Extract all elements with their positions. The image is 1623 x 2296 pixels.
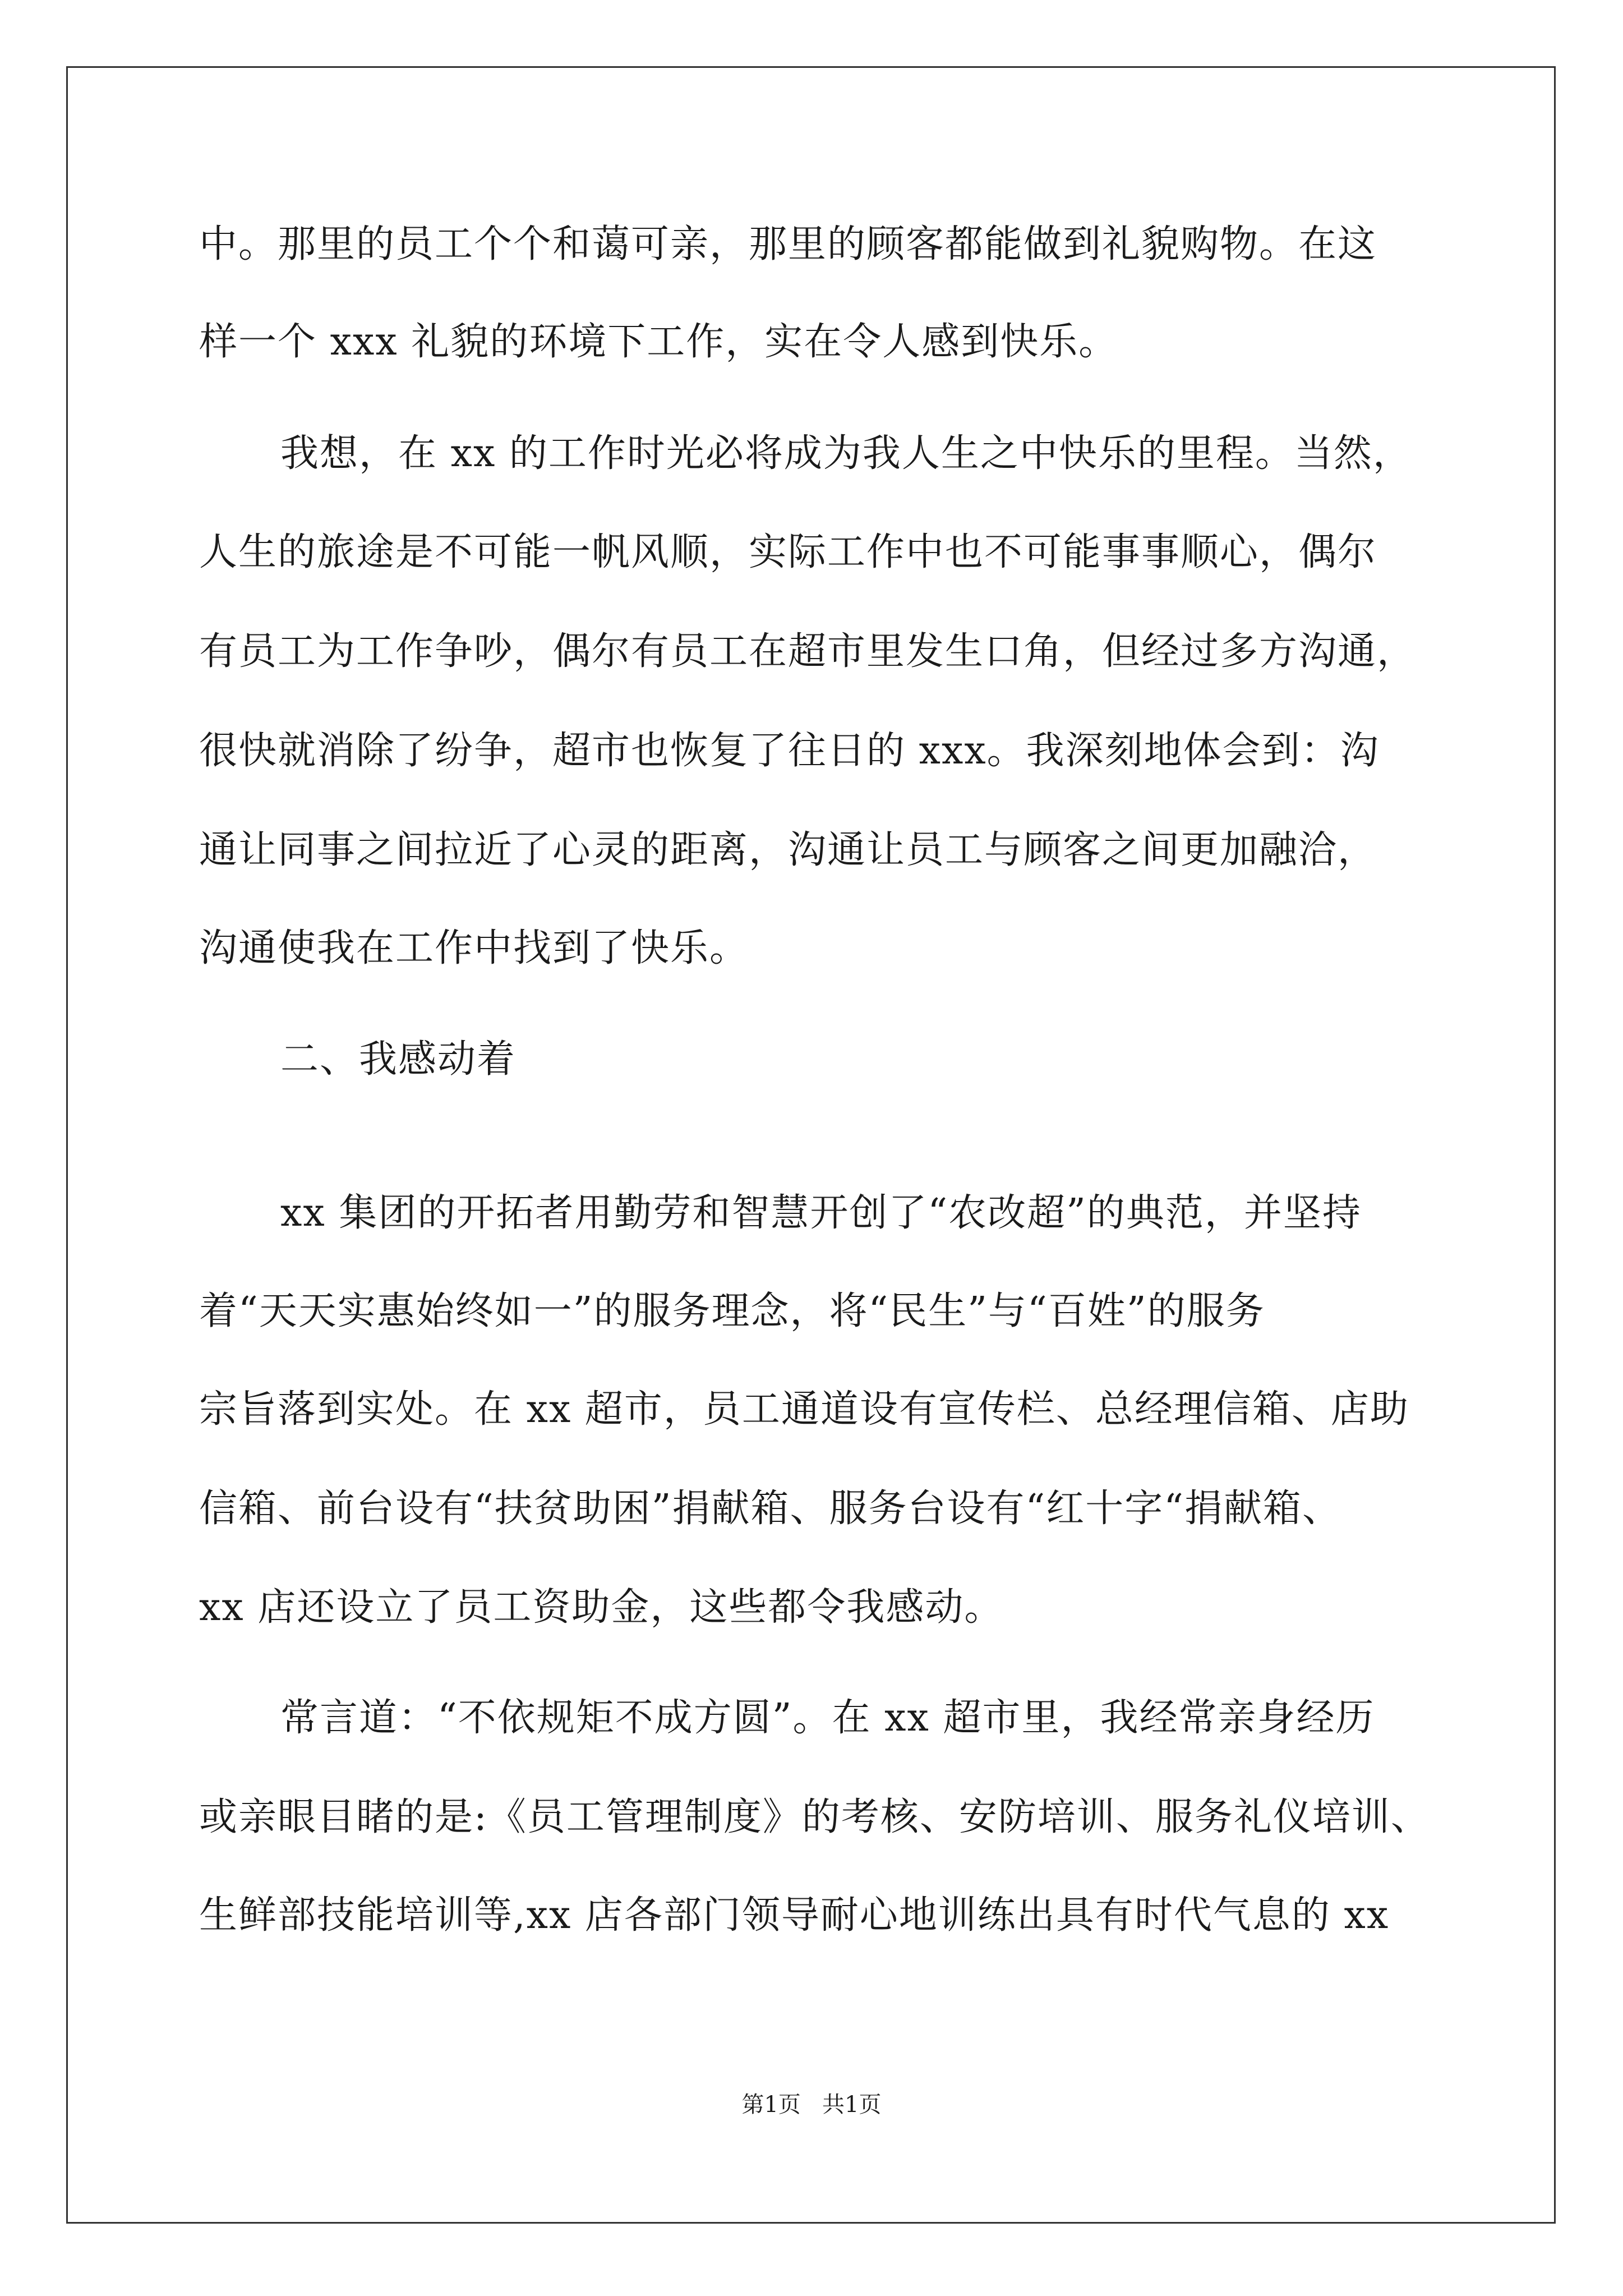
paragraph-start-line: 常言道：“不依规矩不成方圆”。在 xx 超市里，我经常亲身经历	[280, 1696, 1375, 1740]
section-heading: 二、我感动着	[280, 1037, 517, 1082]
body-text-line: 宗旨落到实处。在 xx 超市，员工通道设有宣传栏、总经理信箱、店助	[199, 1387, 1409, 1432]
body-text-line: 样一个 xxx 礼貌的环境下工作，实在令人感到快乐。	[199, 320, 1118, 364]
body-text-line: 或亲眼目睹的是:《员工管理制度》的考核、安防培训、服务礼仪培训、	[199, 1795, 1430, 1839]
body-text-line: 着“天天实惠始终如一”的服务理念，将“民生”与“百姓”的服务	[199, 1289, 1265, 1333]
body-text-line: 中。那里的员工个个和蔼可亲，那里的顾客都能做到礼貌购物。在这	[199, 222, 1377, 266]
body-text-line: 沟通使我在工作中找到了快乐。	[199, 926, 749, 970]
paragraph-start-line: 我想，在 xx 的工作时光必将成为我人生之中快乐的里程。当然，	[280, 431, 1412, 476]
paragraph-start-line: xx 集团的开拓者用勤劳和智慧开创了“农改超”的典范，并坚持	[280, 1191, 1362, 1235]
body-text-line: 有员工为工作争吵，偶尔有员工在超市里发生口角，但经过多方沟通，	[199, 629, 1417, 674]
body-text-line: xx 店还设立了员工资助金，这些都令我感动。	[199, 1585, 1004, 1630]
body-text-line: 通让同事之间拉近了心灵的距离，沟通让员工与顾客之间更加融洽，	[199, 828, 1377, 872]
body-text-line: 很快就消除了纷争，超市也恢复了往日的 xxx。我深刻地体会到：沟	[199, 729, 1380, 773]
body-text-line: 人生的旅途是不可能一帆风顺，实际工作中也不可能事事顺心，偶尔	[199, 530, 1377, 574]
page-footer: 第1页 共1页	[741, 2092, 882, 2118]
body-text-line: 生鲜部技能培训等,xx 店各部门领导耐心地训练出具有时代气息的 xx	[199, 1893, 1390, 1938]
body-text-line: 信箱、前台设有“扶贫助困”捐献箱、服务台设有“红十字“捐献箱、	[199, 1487, 1342, 1531]
